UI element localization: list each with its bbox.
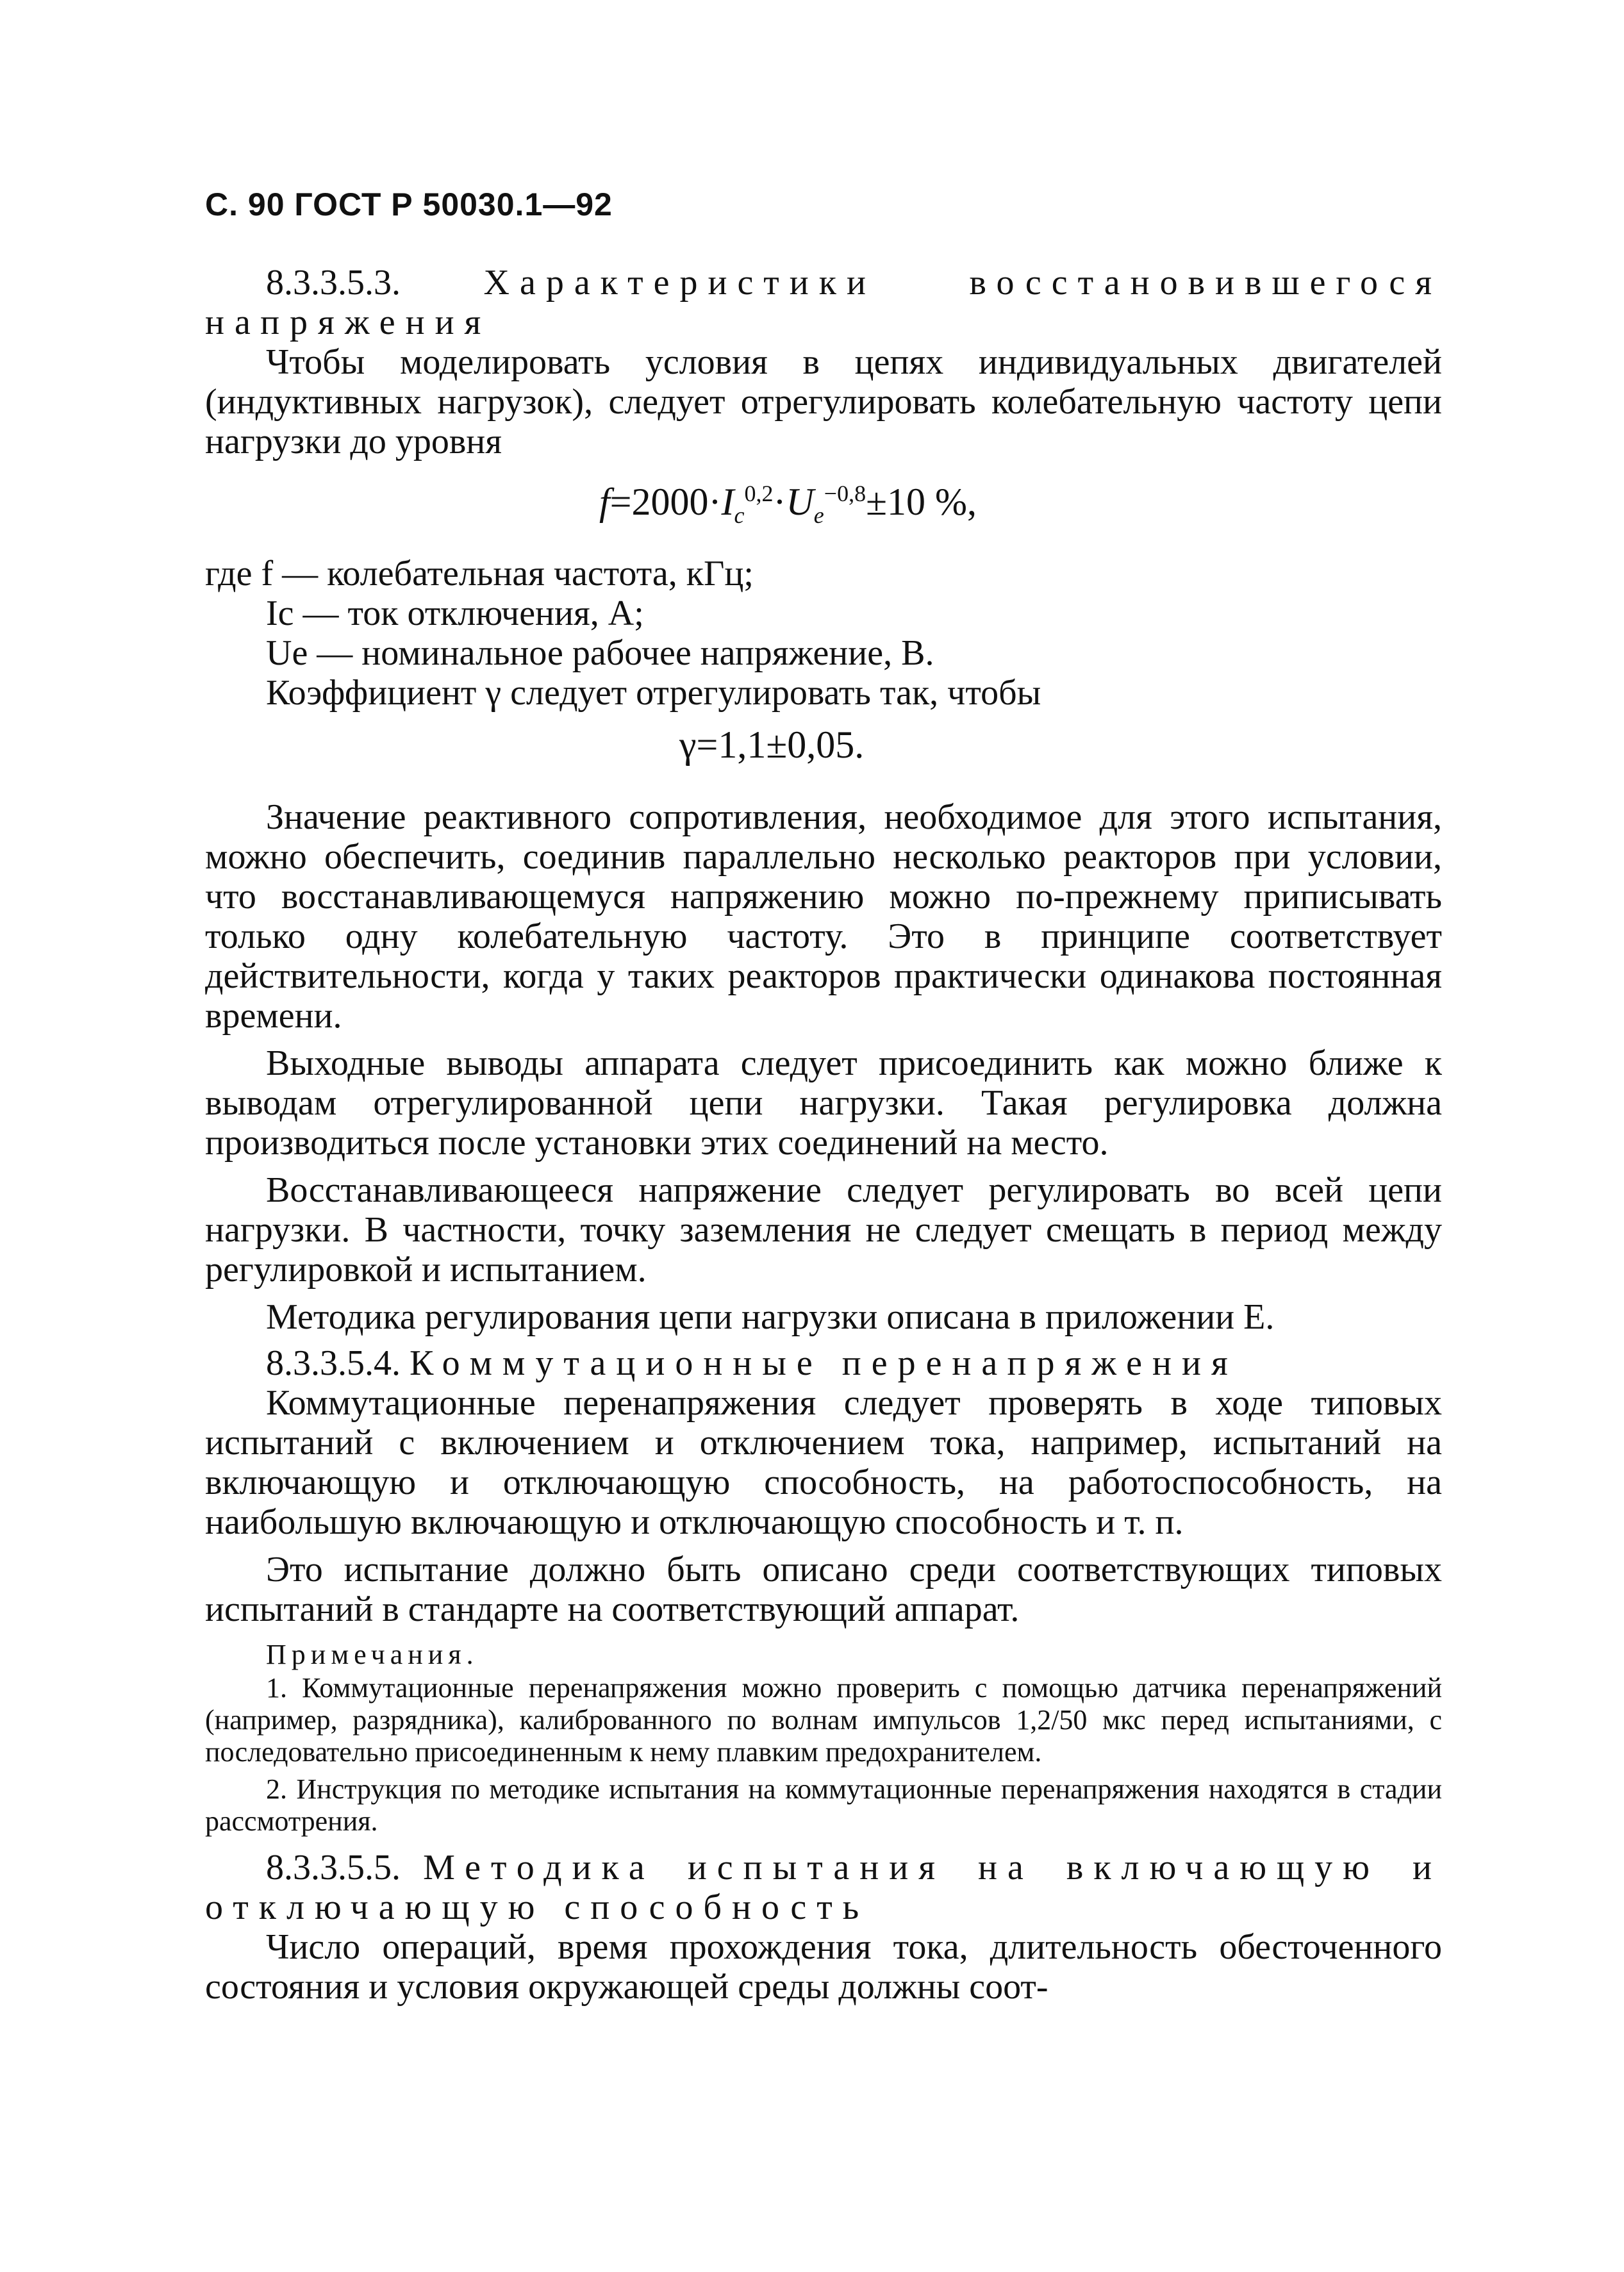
section-heading: [205, 1343, 1442, 1383]
section-number: 8.3.3.5.3.: [266, 263, 401, 303]
page-header: С. 90 ГОСТ Р 50030.1—92: [205, 187, 613, 222]
paragraph: Коммутационные перенапряжения следует проверять в ходе типовых испытаний с включением и отключением тока, например, испытаний на включающую и отключающую способность, на работоспособность, на наибольшую включающую и отключающую способность и т. п.: [205, 1383, 1442, 1542]
formula-gamma: γ=1,1±0,05.: [679, 724, 865, 766]
paragraph: Коэффициент γ следует отрегулировать так, чтобы: [266, 673, 1041, 713]
document-page: [205, 186, 1442, 2007]
paragraph: Методика регулирования цепи нагрузки описана в приложении Е.: [266, 1297, 1275, 1337]
paragraph: Выходные выводы аппарата следует присоединить как можно ближе к выводам отрегулированной цепи нагрузки. Такая регулировка должна производиться после установки этих соединений на место.: [205, 1043, 1442, 1163]
section-number: 8.3.3.5.4.: [266, 1343, 401, 1383]
definition-ic: Ic — ток отключения, А;: [266, 593, 644, 633]
paragraph: Чтобы моделировать условия в цепях индивидуальных двигателей (индуктивных нагрузок), следует отрегулировать колебательную частоту цепи нагрузки до уровня: [205, 342, 1442, 461]
section-number: 8.3.3.5.5.: [266, 1848, 401, 1887]
section-title: Характеристики восстановившегося напряжения: [205, 263, 1442, 342]
paragraph: Число операций, время прохождения тока, длительность обесточенного состояния и условия окружающей среды должны соот-: [205, 1927, 1442, 2007]
paragraph: Восстанавливающееся напряжение следует регулировать во всей цепи нагрузки. В частности, точку заземления не следует смещать в период между регулировкой и испытанием.: [205, 1170, 1442, 1289]
section-title: Коммутационные перенапряжения: [410, 1343, 1238, 1383]
note-item: 1. Коммутационные перенапряжения можно проверить с помощью датчика перенапряжений (например, разрядника), калиброванного по волнам импульсов 1,2/50 мкс перед испытаниями, с последовательно присоединенным к нему плавким предохранителем.: [205, 1672, 1442, 1768]
section-heading: [205, 263, 1442, 342]
notes-title: Примечания.: [266, 1639, 479, 1670]
section-heading: [205, 1848, 1442, 1927]
section-title: Методика испытания на включающую и отключающую способность: [205, 1848, 1443, 1927]
definition-ue: Ue — номинальное рабочее напряжение, В.: [266, 633, 934, 673]
paragraph: Это испытание должно быть описано среди соответствующих типовых испытаний в стандарте на соответствующий аппарат.: [205, 1550, 1442, 1629]
formula-frequency: $f=2000\cdot I_c^{0,2}\cdot U_e^{-0,8}\pm 10$ %,: [599, 481, 977, 528]
paragraph: Значение реактивного сопротивления, необходимое для этого испытания, можно обеспечить, соединив параллельно несколько реакторов при условии, что восстанавливающемуся напряжению можно по-прежнему приписывать только одну колебательную частоту. Это в принципе соответствует действительности, когда у таких реакторов практически одинакова постоянная времени.: [205, 797, 1442, 1036]
definition-f: где f — колебательная частота, кГц;: [205, 554, 754, 593]
note-item: 2. Инструкция по методике испытания на коммутационные перенапряжения находятся в стадии рассмотрения.: [205, 1773, 1442, 1837]
